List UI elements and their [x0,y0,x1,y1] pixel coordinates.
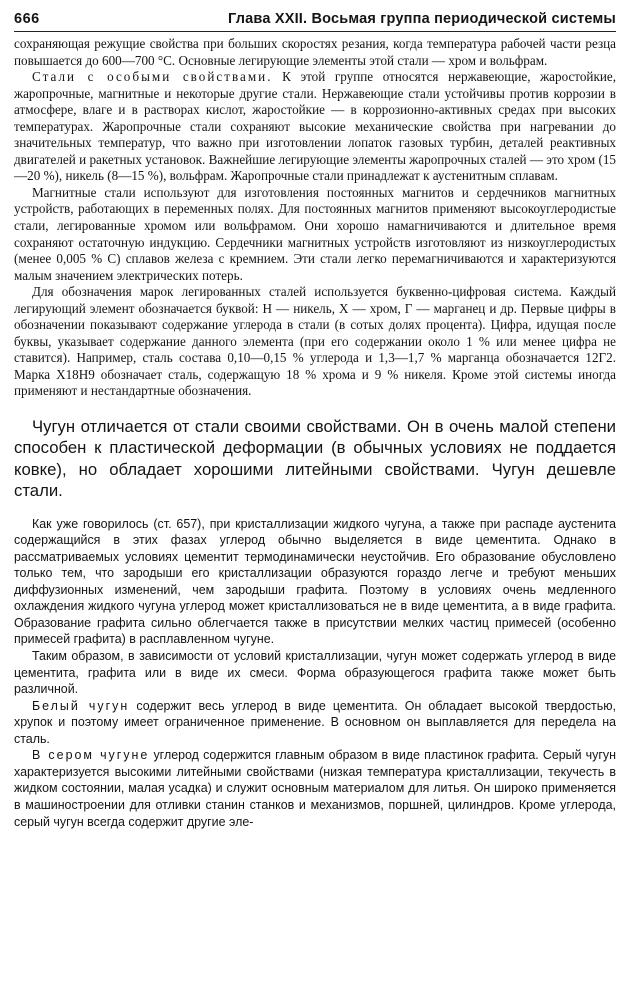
paragraph: В сером чугуне углерод содержится главным образом в виде пластинок графита. Серый чугун характеризуется высокими литейными свойствами (низкая температура кристаллизации, текучесть в жидком состоянии, малая усадка) и служит основным материалом для литья. Он широко применяется в машиностроении для отливки станин станков и механизмов, поршней, цилиндров. Кроме углерода, серый чугун всегда содержит другие эле- [14,748,616,829]
run-in-heading: В сером чугуне [32,748,150,763]
page-number: 666 [14,11,40,27]
paragraph: Таким образом, в зависимости от условий кристаллизации, чугун может содержать углерод в виде цементита, графита или в виде их смеси. Форма образующегося графита также может быть различной. [14,649,616,697]
bottom-text-block [14,516,616,830]
paragraph: сохраняющая режущие свойства при больших скоростях резания, когда температура рабочей части резца повышается до 600—700 °C. Основные легирующие элементы этой стали — хром и вольфрам. [14,36,616,68]
paragraph: Стали с особыми свойствами. К этой группе относятся нержавеющие, жаростойкие, жаропрочные, магнитные и некоторые другие стали. Нержавеющие стали устойчивы против коррозии в атмосфере, влаге и в растворах кислот, жаростойкие — в коррозионно-активных средах при высоких температурах. Жаропрочные стали сохраняют высокие механические свойства при нагревании до значительных температур, что важно при изготовлении лопаток газовых турбин, деталей реактивных двигателей и ракетных установок. Важнейшие легирующие элементы жаропрочных сталей — это хром (15—20 %), никель (8—15 %), вольфрам. Жаропрочные стали принадлежат к аустенитным сплавам. [14,69,616,184]
paragraph: Как уже говорилось (ст. 657), при кристаллизации жидкого чугуна, а также при распаде аустенита содержащийся в этих фазах углерод обычно выделяется в виде цементита. Однако в рассматриваемых условиях цементит термодинамически неустойчив. Его образование обусловлено только тем, что зародыши его кристаллизации образуются гораздо легче и требуют меньших диффузионных изменений, чем зародыши графита. Поэтому в условиях очень медленного охлаждения жидкого чугуна углерод может кристаллизоваться не в виде цементита, а в виде графита. Образование графита сильно облегчается также в присутствии мелких частиц примесей (особенно примесей графита) в расплавленном чугуне. [14,516,616,647]
paragraph: Белый чугун содержит весь углерод в виде цементита. Он обладает высокой твердостью, хрупок и поэтому имеет ограниченное применение. В основном он выплавляется для передела на сталь. [14,698,616,746]
top-text-block [14,36,616,400]
run-in-heading: Стали с особыми свойствами. [32,69,273,85]
running-header [14,10,616,32]
paragraph: Магнитные стали используют для изготовления постоянных магнитов и сердечников магнитных устройств, работающих в переменных полях. Для постоянных магнитов применяют высокоуглеродистые стали, легированные хромом или вольфрамом. Они хорошо намагничиваются и длительное время сохраняют остаточную индукцию. Сердечники магнитных устройств изготовляют из низкоуглеродистых (менее 0,005 % С) сплавов железа с кремнием. Эти стали легко перемагничиваются и характеризуются малым значением электрических потерь. [14,184,616,283]
run-in-heading: Белый чугун [32,698,130,713]
summary-statement: Чугун отличается от стали своими свойствами. Он в очень малой степени способен к пластической деформации (в обычных условиях не поддается ковке), но обладает хорошими литейными свойствами. Чугун дешевле стали. [14,417,616,501]
book-page [14,10,616,830]
chapter-title: Глава XXII. Восьмая группа периодической системы [228,11,616,27]
paragraph: Для обозначения марок легированных сталей используется буквенно-цифровая система. Каждый легирующий элемент обозначается буквой: Н — никель, Х — хром, Г — марганец и др. Первые цифры в обозначении показывают содержание углерода в стали (в сотых долях процента). Цифра, идущая после буквы, указывает содержание данного элемента (при его содержании около 1 % или менее цифра не ставится). Например, сталь состава 0,10—0,15 % углерода и 1,3—1,7 % марганца обозначается 12Г2. Марка Х18Н9 обозначает сталь, содержащую 18 % хрома и 9 % никеля. Кроме этой системы иногда применяют и нестандартные обозначения. [14,284,616,399]
